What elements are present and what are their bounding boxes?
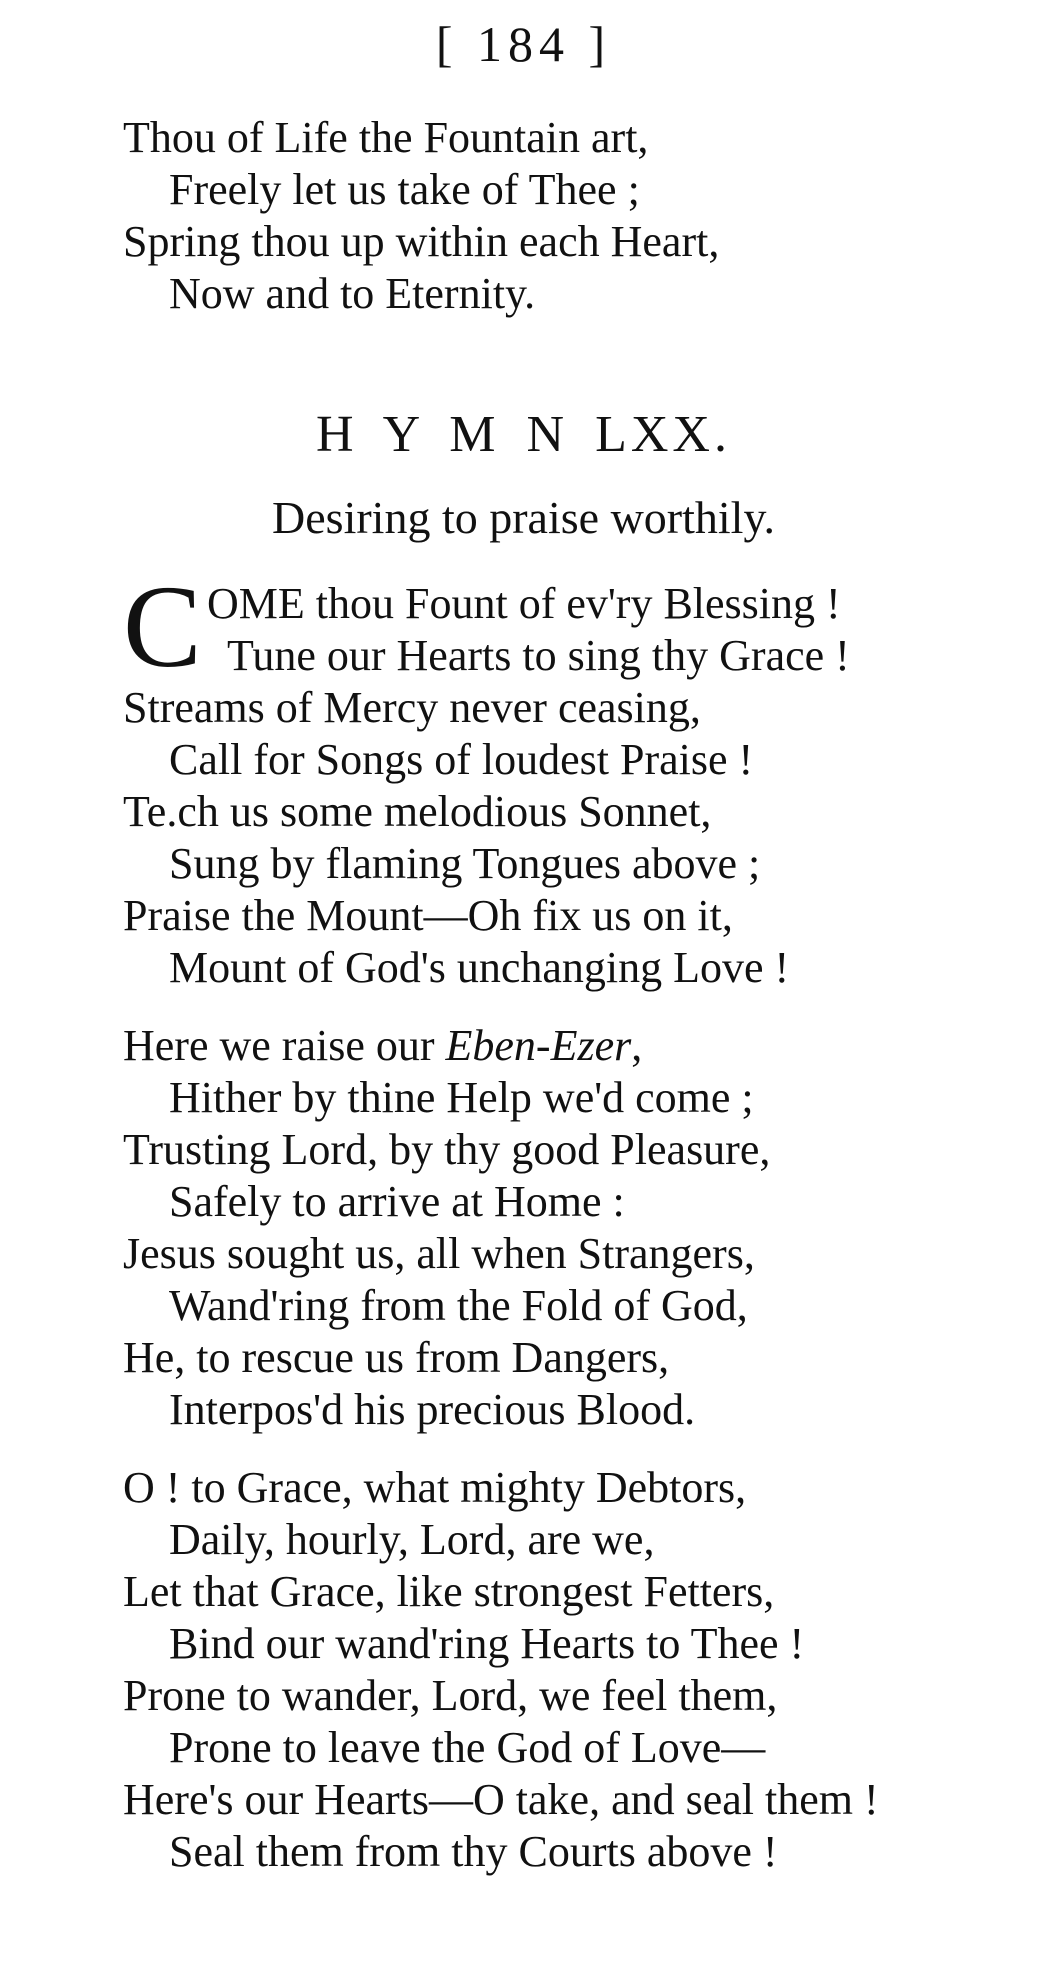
italic-name: Eben-Ezer: [445, 1021, 632, 1070]
verse-line: Interpos'd his precious Blood.: [169, 1385, 696, 1434]
verse-line: Now and to Eternity.: [169, 269, 536, 318]
page-number: [ 184 ]: [435, 16, 612, 72]
verse-line: Wand'ring from the Fold of God,: [169, 1281, 748, 1330]
verse-line: Spring thou up within each Heart,: [123, 217, 720, 266]
hymn-title: H Y M N LXX.: [316, 406, 731, 463]
verse-line: Te.ch us some melodious Sonnet,: [123, 787, 712, 836]
verse-line: Jesus sought us, all when Strangers,: [123, 1229, 755, 1278]
drop-cap: C: [123, 561, 202, 692]
verse-line: Mount of God's unchanging Love !: [169, 943, 790, 992]
verse-text: Here we raise our: [123, 1021, 446, 1070]
verse-line: Sung by flaming Tongues above ;: [169, 839, 761, 888]
verse-line: Seal them from thy Courts above !: [169, 1827, 778, 1876]
verse-line: Here's our Hearts—O take, and seal them !: [123, 1775, 879, 1824]
verse-line: Daily, hourly, Lord, are we,: [169, 1515, 655, 1564]
verse-line: Prone to wander, Lord, we feel them,: [123, 1671, 778, 1720]
stanza-2: [123, 1020, 1003, 1436]
verse-line: Trusting Lord, by thy good Pleasure,: [123, 1125, 771, 1174]
verse-line: Streams of Mercy never ceasing,: [123, 683, 701, 732]
verse-line: O ! to Grace, what mighty Debtors,: [123, 1463, 747, 1512]
verse-line: Call for Songs of loudest Praise !: [169, 735, 754, 784]
verse-line: Thou of Life the Fountain art,: [123, 113, 649, 162]
verse-line: [123, 1020, 1003, 1072]
verse-line: Safely to arrive at Home :: [169, 1177, 625, 1226]
verse-text: ,: [631, 1021, 643, 1070]
verse-text: OME thou Fount of ev'ry Blessing !: [207, 579, 841, 628]
verse-line: Tune our Hearts to sing thy Grace !: [227, 631, 850, 680]
hymn-subtitle: Desiring to praise worthily.: [272, 492, 775, 543]
previous-hymn-stanza: [123, 112, 1003, 320]
verse-line: He, to rescue us from Dangers,: [123, 1333, 670, 1382]
stanza-3: [123, 1462, 1003, 1878]
verse-line: Prone to leave the God of Love—: [169, 1723, 766, 1772]
verse-line: Let that Grace, like strongest Fetters,: [123, 1567, 775, 1616]
stanza-1: [123, 561, 1003, 994]
verse-line: Hither by thine Help we'd come ;: [169, 1073, 754, 1122]
verse-line: Freely let us take of Thee ;: [169, 165, 640, 214]
verse-line: Bind our wand'ring Hearts to Thee !: [169, 1619, 805, 1668]
verse-line: Praise the Mount—Oh fix us on it,: [123, 891, 733, 940]
